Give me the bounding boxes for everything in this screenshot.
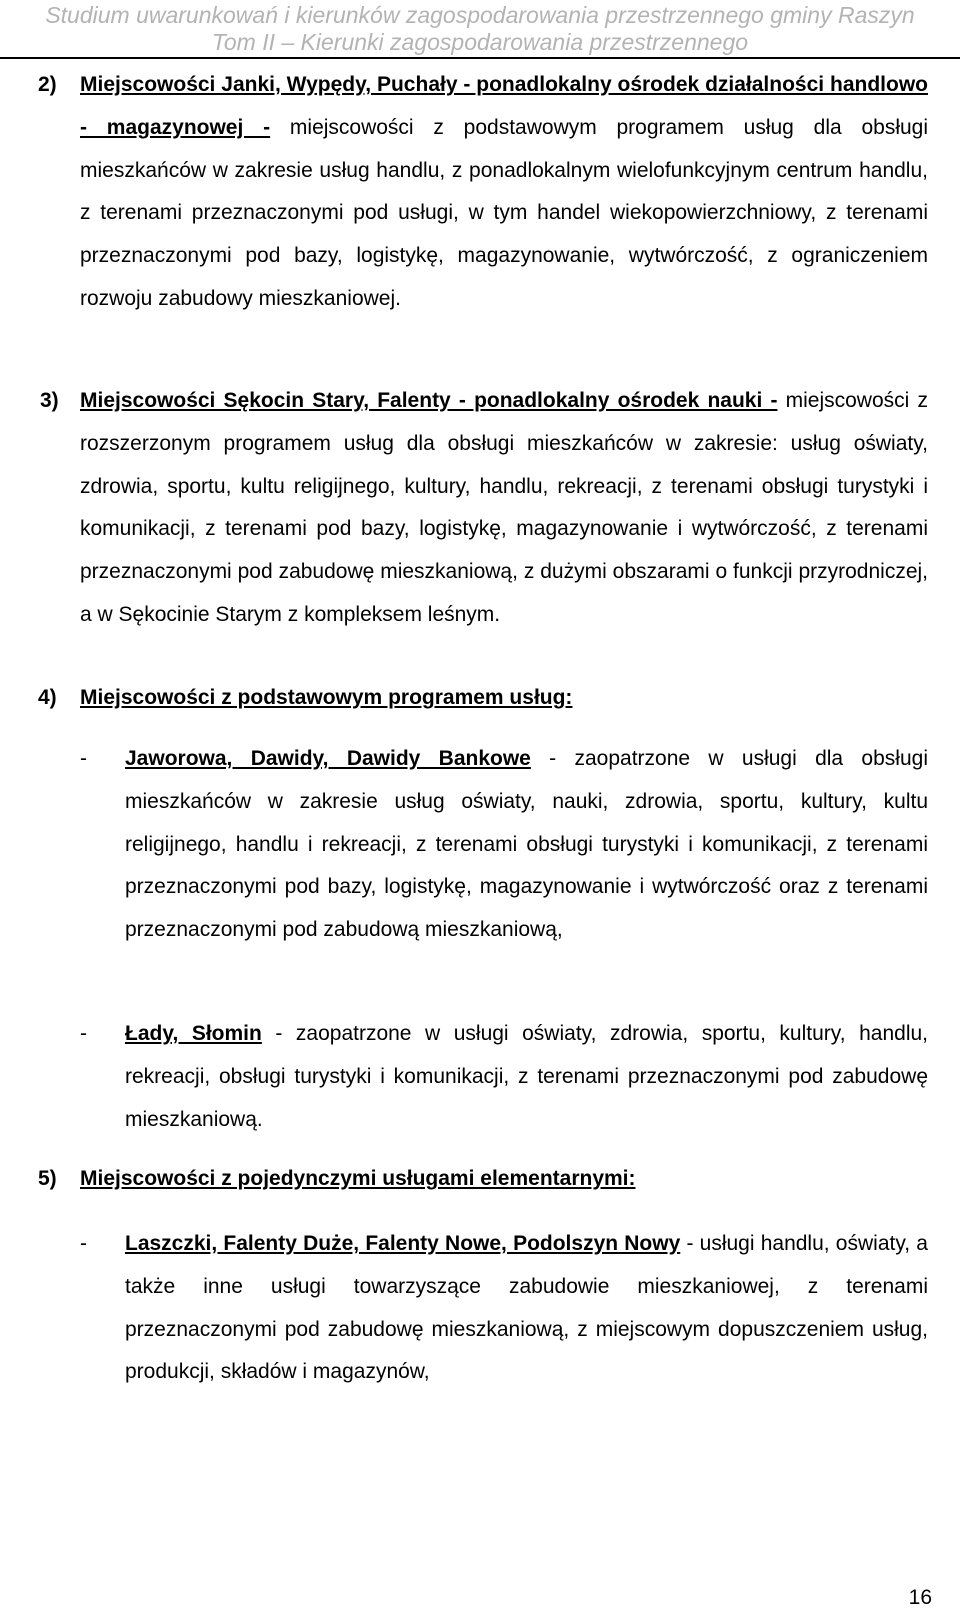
header-line-1: Studium uwarunkowań i kierunków zagospodarowania przestrzennego gminy Raszyn [45, 2, 915, 28]
section-4-item-1 [125, 738, 928, 952]
section-4-item-1-dash: - [80, 747, 87, 770]
section-2-paragraph [80, 64, 928, 321]
section-3-title: Miejscowości Sękocin Stary, Falenty - ponadlokalny ośrodek nauki - [80, 389, 778, 412]
section-4-item-1-name: Jaworowa, Dawidy, Dawidy Bankowe [125, 747, 531, 770]
section-5-item-1 [125, 1223, 928, 1394]
section-2-number: 2) [38, 73, 57, 96]
section-5-item-1-dash: - [80, 1232, 87, 1255]
page-number: 16 [908, 1586, 932, 1609]
section-4-title: Miejscowości z podstawowym programem usług: [80, 686, 573, 709]
section-4-item-2-name: Łady, Słomin [125, 1022, 262, 1045]
section-3-paragraph [80, 380, 928, 637]
section-2-title: Miejscowości Janki, Wypędy, Puchały - ponadlokalny ośrodek działalności handlowo - magazynowej - [80, 73, 928, 139]
section-4-item-2-dash: - [80, 1022, 87, 1045]
header-line-2: Tom II – Kierunki zagospodarowania przestrzennego [211, 29, 749, 55]
section-5-item-1-name: Laszczki, Falenty Duże, Falenty Nowe, Podolszyn Nowy [125, 1232, 681, 1255]
header-rule [0, 57, 960, 59]
section-3-text: miejscowości z rozszerzonym programem usług dla obsługi mieszkańców w zakresie: usług oświaty, zdrowia, sportu, kultu religijnego, kultury, handlu, rekreacji, z terenami obsługi turystyki i komunikacji, z terenami pod bazy, logistykę, magazynowanie i wytwórczość, z terenami przeznaczonymi pod zabudowę mieszkaniową, z dużymi obszarami o funkcji przyrodniczej, a w Sękocinie Starym z kompleksem leśnym. [80, 389, 928, 626]
section-3-number: 3) [40, 389, 59, 412]
section-4-number: 4) [38, 686, 57, 709]
section-4-item-1-text: - zaopatrzone w usługi dla obsługi mieszkańców w zakresie usług oświaty, nauki, zdrowia, sportu, kultury, kultu religijnego, handlu i rekreacji, z terenami obsługi turystyki i komunikacji, z terenami przeznaczonymi pod bazy, logistykę, magazynowanie i wytwórczość oraz z terenami przeznaczonymi pod zabudową mieszkaniową, [125, 747, 928, 942]
section-5-number: 5) [38, 1167, 57, 1190]
section-4-item-2 [125, 1013, 928, 1141]
section-4-title-line [80, 677, 928, 720]
section-5-item-1-text: - usługi handlu, oświaty, a także inne usługi towarzyszące zabudowie mieszkaniowej, z terenami przeznaczonymi pod zabudowę mieszkaniową, z miejscowym dopuszczeniem usług, produkcji, składów i magazynów, [125, 1232, 928, 1384]
section-4-item-2-text: - zaopatrzone w usługi oświaty, zdrowia, sportu, kultury, handlu, rekreacji, obsługi turystyki i komunikacji, z terenami przeznaczonymi pod zabudowę mieszkaniową. [125, 1022, 928, 1131]
section-5-title: Miejscowości z pojedynczymi usługami elementarnymi: [80, 1167, 636, 1190]
section-2-text: miejscowości z podstawowym programem usług dla obsługi mieszkańców w zakresie usług handlu, z ponadlokalnym wielofunkcyjnym centrum handlu, z terenami przeznaczonymi pod usługi, w tym handel wiekopowierzchniowy, z terenami przeznaczonymi pod bazy, logistykę, magazynowanie, wytwórczość, z ograniczeniem rozwoju zabudowy mieszkaniowej. [80, 115, 929, 310]
section-5-title-line [80, 1158, 928, 1201]
